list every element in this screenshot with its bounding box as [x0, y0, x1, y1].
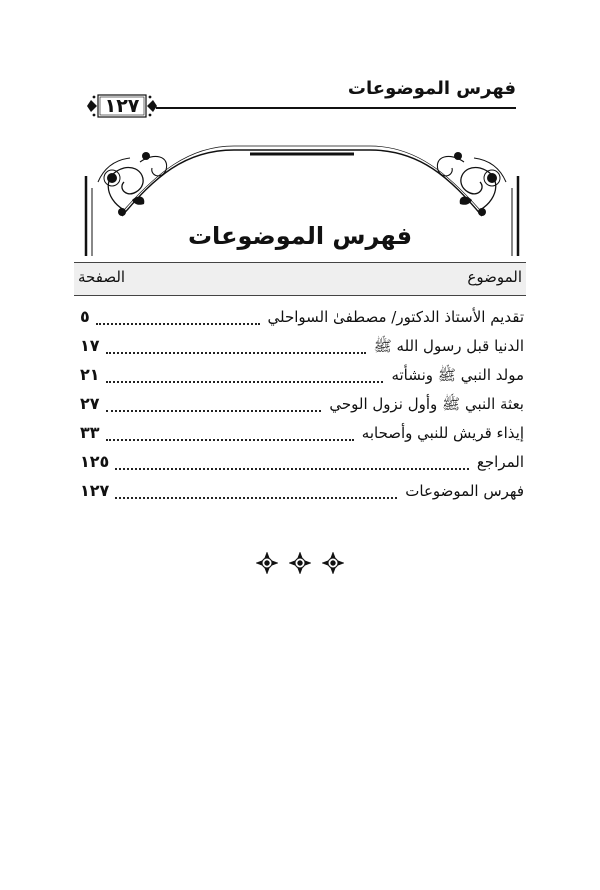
toc-entry-page: ١٢٥: [80, 452, 110, 471]
page-number: ١٢٧: [104, 95, 140, 117]
toc-dot-leader: [106, 381, 383, 383]
toc-entry-topic: فهرس الموضوعات: [405, 482, 524, 500]
toc-dot-leader: [106, 439, 354, 441]
toc-entry: [80, 421, 524, 450]
toc-entry-topic: إيذاء قريش للنبي وأصحابه: [361, 424, 524, 442]
toc-dot-leader: [115, 468, 469, 470]
end-fleurons-icon: [254, 550, 346, 576]
toc-entry-page: ١٧: [80, 336, 100, 355]
toc-entry: [80, 363, 524, 392]
toc-entry-page: ١٢٧: [80, 481, 110, 500]
toc-entry-topic: الدنيا قبل رسول الله ﷺ: [373, 337, 524, 355]
toc-entry: [80, 450, 524, 479]
toc-entry-page: ٢١: [80, 365, 100, 384]
toc-entry-topic: تقديم الأستاذ الدكتور/ مصطفىٰ السواحلي: [267, 308, 524, 326]
toc-entry-topic: بعثة النبي ﷺ وأول نزول الوحي: [329, 395, 524, 413]
toc-entry-page: ٥: [80, 307, 90, 326]
toc-topic-column-header: الموضوع: [467, 268, 522, 286]
toc-page-column-header: الصفحة: [78, 268, 126, 286]
running-header-rule: [156, 107, 516, 109]
toc-dot-leader: [106, 410, 321, 412]
toc-dot-leader: [96, 323, 260, 325]
page-number-badge: [86, 92, 158, 120]
chapter-title: فهرس الموضوعات: [187, 222, 413, 250]
toc-header: [74, 262, 526, 296]
toc-entry-topic: مولد النبي ﷺ ونشأته: [391, 366, 524, 384]
toc-entry: [80, 305, 524, 334]
toc-dot-leader: [115, 497, 397, 499]
toc-entry-page: ٣٣: [80, 423, 100, 442]
toc-entry-page: ٢٧: [80, 394, 100, 413]
running-header-title: فهرس الموضوعات: [347, 78, 516, 99]
toc-entry: [80, 479, 524, 508]
toc-list: [80, 305, 524, 508]
toc-dot-leader: [106, 352, 366, 354]
toc-entry-topic: المراجع: [476, 453, 524, 471]
toc-entry: [80, 392, 524, 421]
running-header: [86, 74, 516, 120]
toc-entry: [80, 334, 524, 363]
